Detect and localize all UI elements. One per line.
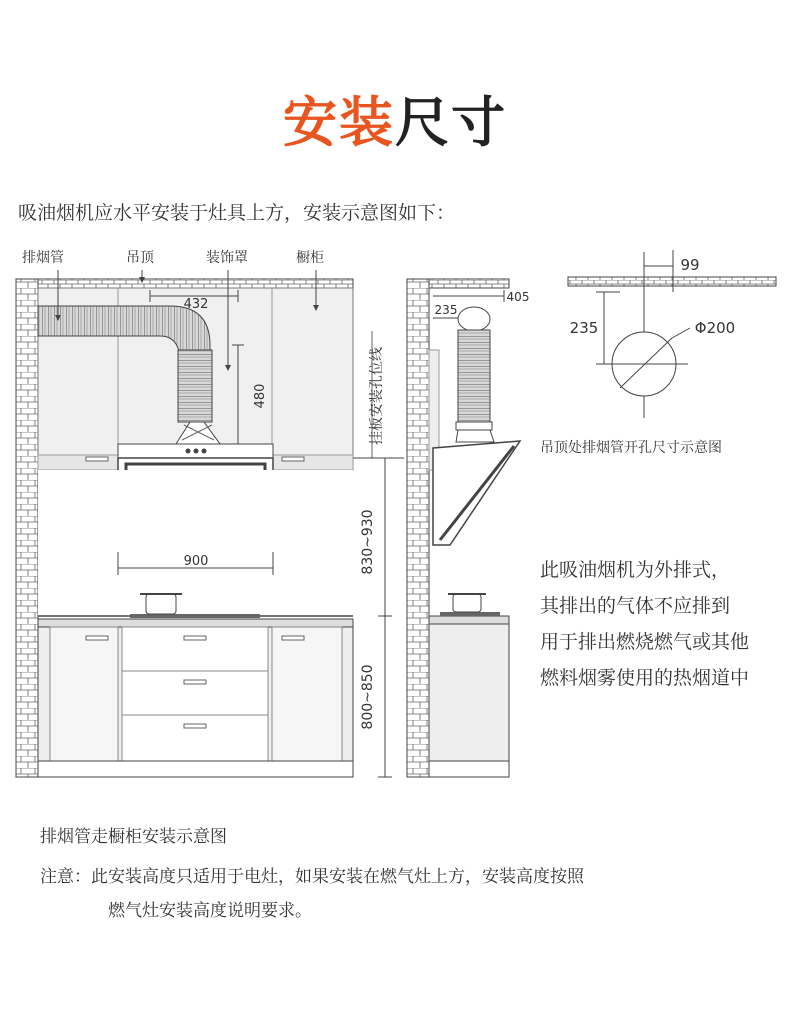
dim-phi200: Φ200 — [694, 319, 736, 337]
dim-830-930: 830~930 — [360, 509, 376, 575]
dim-900: 900 — [183, 554, 209, 569]
label-ceiling: 吊顶 — [126, 250, 154, 266]
side-duct — [458, 330, 490, 422]
dim-405: 405 — [506, 290, 530, 304]
label-exhaust-pipe: 排烟管 — [22, 250, 64, 266]
figure-caption: 排烟管走橱柜安装示意图 — [40, 827, 227, 847]
notice-line-1: 注意：此安装高度只适用于电灶，如果安装在燃气灶上方，安装高度按照 — [40, 867, 584, 887]
title-highlight: 安装 — [283, 91, 395, 154]
drawer — [122, 627, 268, 671]
note-line: 燃料烟雾使用的热烟道中 — [540, 667, 750, 689]
side-view — [407, 279, 529, 777]
note-line: 用于排出燃烧燃气或其他 — [540, 631, 750, 653]
drawer — [122, 715, 268, 761]
front-view — [16, 249, 404, 777]
exhaust-note — [540, 552, 785, 696]
cabinet-handle — [282, 457, 304, 461]
duct-vertical — [178, 350, 212, 422]
title-rest: 尺寸 — [395, 91, 507, 154]
note-line: 此吸油烟机为外排式， — [540, 559, 731, 581]
ceiling-strip — [568, 277, 776, 286]
notice — [40, 860, 584, 928]
dim-432: 432 — [183, 297, 209, 312]
ceiling-slab — [38, 279, 353, 288]
cabinet-handle — [86, 457, 108, 461]
drawer — [122, 671, 268, 715]
notice-line-2: 燃气灶安装高度说明要求。 — [108, 901, 312, 921]
dim-235-hole: 235 — [569, 319, 599, 337]
dim-480: 480 — [253, 383, 268, 409]
label-ceiling-hole: 吊顶处排烟管开孔尺寸示意图 — [540, 440, 722, 456]
label-decor-cover: 装饰罩 — [206, 250, 248, 266]
dim-235-side: 235 — [434, 303, 458, 317]
side-wall — [407, 279, 429, 777]
dim-800-850: 800~850 — [360, 664, 376, 730]
cooktop — [130, 614, 260, 618]
left-wall — [16, 279, 38, 777]
dim-99: 99 — [680, 256, 700, 274]
ceiling-hole-detail — [540, 250, 776, 456]
label-bracket-line: 挂板安装孔位线 — [369, 347, 385, 445]
note-line: 其排出的气体不应排到 — [540, 595, 731, 617]
label-cabinet: 橱柜 — [296, 250, 324, 266]
pot — [146, 594, 176, 614]
intro-text: 吸油烟机应水平安装于灶具上方，安装示意图如下： — [18, 202, 456, 224]
